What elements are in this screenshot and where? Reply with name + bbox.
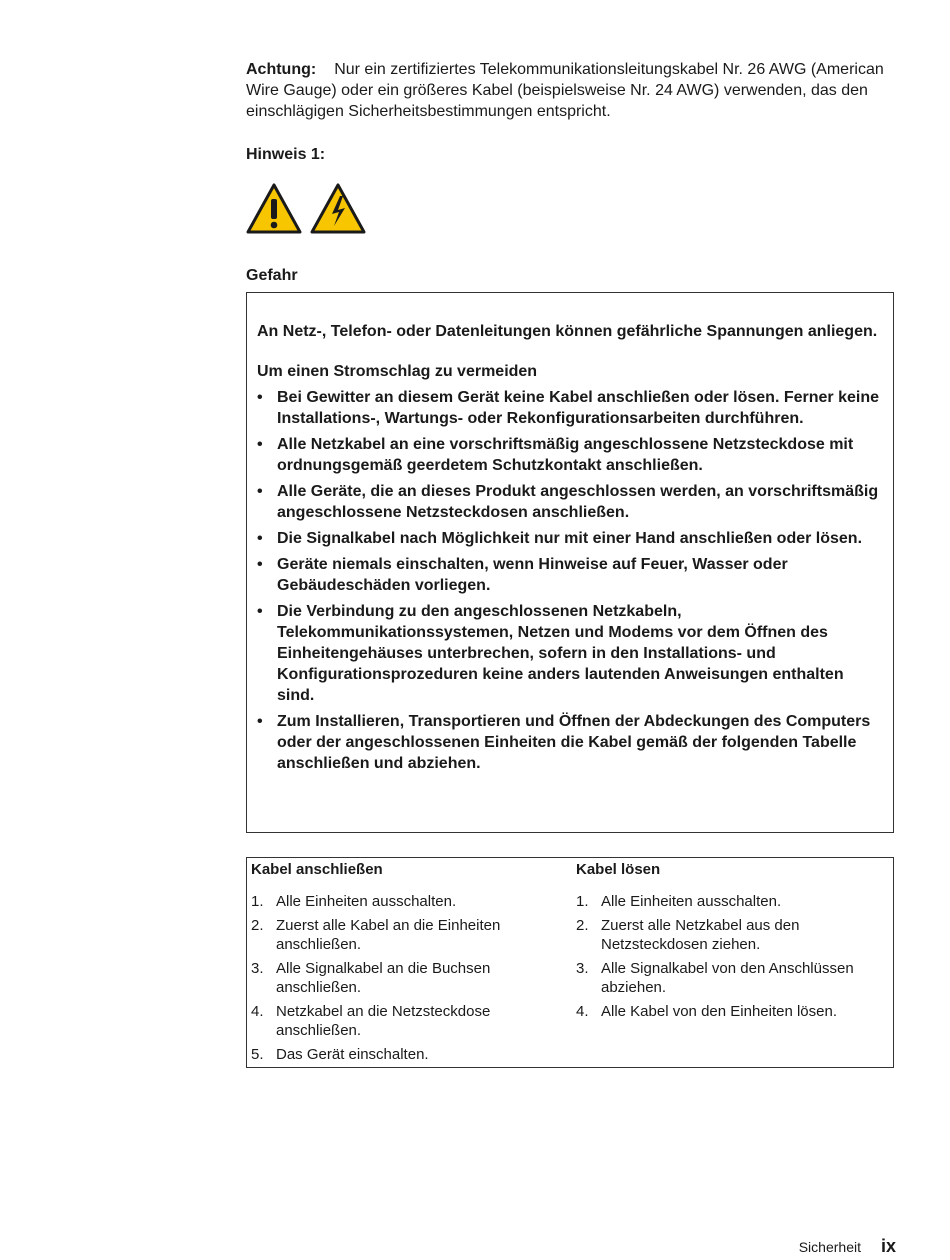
danger-heading: Gefahr [246, 267, 298, 284]
bullet-icon: • [257, 530, 263, 547]
attention-paragraph [246, 59, 896, 122]
connect-step-item [251, 1002, 566, 1040]
danger-bullet-item [257, 434, 883, 476]
danger-box [246, 292, 894, 833]
danger-bullet-item [257, 387, 883, 429]
electrical-hazard-icon [310, 183, 366, 235]
step-text: Netzkabel an die Netzsteckdose anschließen. [276, 1003, 491, 1039]
step-text: Alle Einheiten ausschalten. [601, 893, 782, 910]
bullet-icon: • [257, 483, 263, 500]
connect-step-item [251, 1045, 566, 1064]
danger-bullet-text: Zum Installieren, Transportieren und Öffnen der Abdeckungen des Computers oder der angeschlossenen Einheiten die Kabel gemäß der folgenden Tabelle anschließen und abziehen. [277, 713, 871, 772]
page-footer [799, 1236, 896, 1257]
bullet-icon: • [257, 713, 263, 730]
disconnect-heading: Kabel lösen [576, 861, 661, 878]
attention-text: Nur ein zertifiziertes Telekommunikationsleitungskabel Nr. 26 AWG (American Wire Gauge) oder ein größeres Kabel (beispielsweise Nr. 24 AWG) verwenden, das den einschlägigen Sicherheitsbestimmungen entspricht. [246, 61, 884, 120]
connect-column [247, 858, 570, 1067]
step-number: 3. [251, 960, 264, 977]
step-number: 2. [251, 917, 264, 934]
danger-bullet-item [257, 711, 883, 774]
step-text: Zuerst alle Kabel an die Einheiten anschließen. [276, 917, 501, 953]
bullet-icon: • [257, 603, 263, 620]
step-number: 2. [576, 917, 589, 934]
warning-exclamation-icon [246, 183, 302, 235]
disconnect-step-item [576, 1002, 889, 1021]
danger-bullet-text: Die Verbindung zu den angeschlossenen Netzkabeln, Telekommunikationssystemen, Netzen und Modems vor dem Öffnen des Einheitengehäuses unterbrechen, sofern in den Installations- und Konfigurationsprozeduren keine anders lautenden Anweisungen enthalten sind. [277, 603, 844, 704]
note-heading: Hinweis 1: [246, 146, 326, 163]
cable-table [246, 857, 894, 1068]
connect-steps [251, 892, 566, 1064]
connect-heading: Kabel anschließen [251, 861, 383, 878]
bullet-icon: • [257, 556, 263, 573]
disconnect-column [570, 858, 893, 1067]
disconnect-step-item [576, 916, 889, 954]
step-text: Zuerst alle Netzkabel aus den Netzsteckdosen ziehen. [601, 917, 800, 953]
disconnect-step-item [576, 892, 889, 911]
step-text: Alle Einheiten ausschalten. [276, 893, 457, 910]
danger-bullet-item [257, 481, 883, 523]
danger-bullet-text: Geräte niemals einschalten, wenn Hinweise auf Feuer, Wasser oder Gebäudeschäden vorliegen. [277, 556, 788, 594]
danger-subheading: Um einen Stromschlag zu vermeiden [257, 363, 538, 380]
step-number: 5. [251, 1046, 264, 1063]
danger-bullet-item [257, 601, 883, 706]
step-number: 4. [251, 1003, 264, 1020]
hazard-icons [246, 183, 896, 235]
bullet-icon: • [257, 389, 263, 406]
step-number: 1. [251, 893, 264, 910]
step-text: Das Gerät einschalten. [276, 1046, 429, 1063]
step-number: 4. [576, 1003, 589, 1020]
main-content [246, 59, 896, 286]
danger-bullet-text: Alle Netzkabel an eine vorschriftsmäßig angeschlossene Netzsteckdose mit ordnungsgemäß geerdetem Schutzkontakt anschließen. [277, 436, 854, 474]
disconnect-steps [576, 892, 889, 1021]
connect-step-item [251, 959, 566, 997]
danger-bullet-text: Alle Geräte, die an dieses Produkt angeschlossen werden, an vorschriftsmäßig angeschlossene Netzsteckdosen anschließen. [277, 483, 879, 521]
connect-step-item [251, 892, 566, 911]
danger-bullet-text: Bei Gewitter an diesem Gerät keine Kabel anschließen oder lösen. Ferner keine Installations-, Wartungs- oder Rekonfigurationsarbeiten durchführen. [277, 389, 879, 427]
bullet-icon: • [257, 436, 263, 453]
disconnect-step-item [576, 959, 889, 997]
step-text: Alle Kabel von den Einheiten lösen. [601, 1003, 838, 1020]
connect-step-item [251, 916, 566, 954]
danger-lead: An Netz-, Telefon- oder Datenleitungen können gefährliche Spannungen anliegen. [257, 323, 878, 340]
footer-section: Sicherheit [798, 1239, 861, 1255]
danger-bullet-item [257, 528, 883, 549]
danger-bullet-item [257, 554, 883, 596]
danger-bullet-list [257, 387, 883, 774]
step-text: Alle Signalkabel an die Buchsen anschließen. [276, 960, 491, 996]
step-number: 3. [576, 960, 589, 977]
step-text: Alle Signalkabel von den Anschlüssen abziehen. [601, 960, 854, 996]
step-number: 1. [576, 893, 589, 910]
danger-bullet-text: Die Signalkabel nach Möglichkeit nur mit einer Hand anschließen oder lösen. [277, 530, 863, 547]
page-number: ix [880, 1236, 896, 1256]
attention-label: Achtung: [246, 61, 317, 78]
